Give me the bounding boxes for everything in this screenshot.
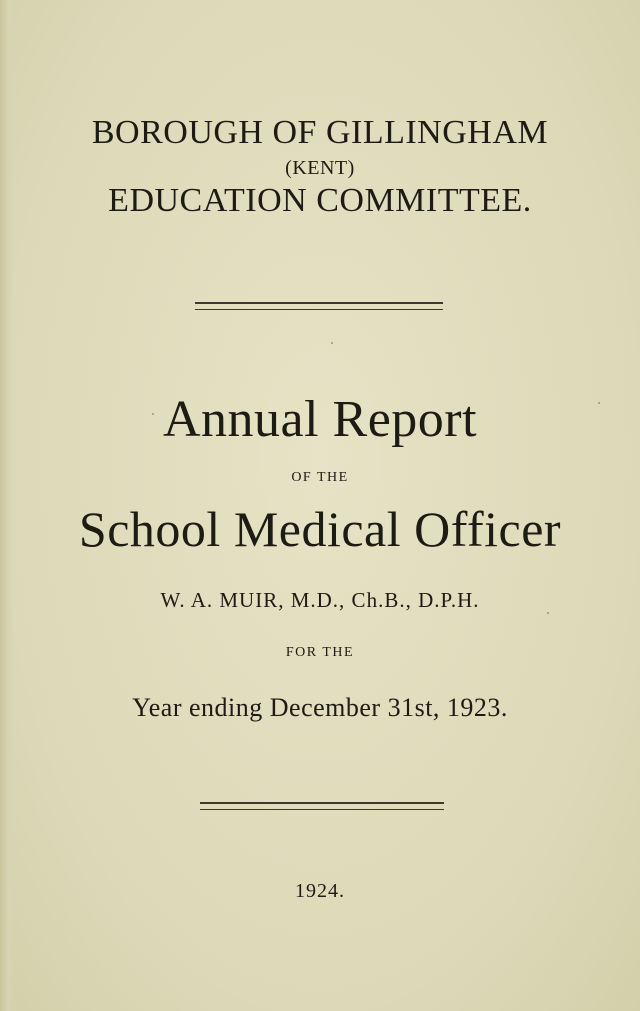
of-the-connector: OF THE: [291, 470, 349, 485]
county-subheading: (KENT): [285, 157, 355, 179]
paper-speck: [331, 342, 333, 344]
top-divider-rule: [195, 302, 443, 310]
author-credentials: W. A. MUIR, M.D., Ch.B., D.P.H.: [160, 588, 480, 612]
paper-speck: [598, 402, 600, 404]
report-subject: School Medical Officer: [78, 501, 562, 557]
committee-heading: EDUCATION COMMITTEE.: [108, 182, 532, 219]
paper-speck: [547, 612, 549, 614]
bottom-divider-rule: [200, 802, 444, 810]
report-period: Year ending December 31st, 1923.: [132, 693, 508, 722]
borough-heading: BOROUGH OF GILLINGHAM: [91, 114, 549, 151]
for-the-connector: FOR THE: [285, 645, 355, 660]
report-title: Annual Report: [162, 391, 478, 448]
publication-year: 1924.: [295, 880, 345, 902]
paper-speck: [152, 413, 154, 415]
